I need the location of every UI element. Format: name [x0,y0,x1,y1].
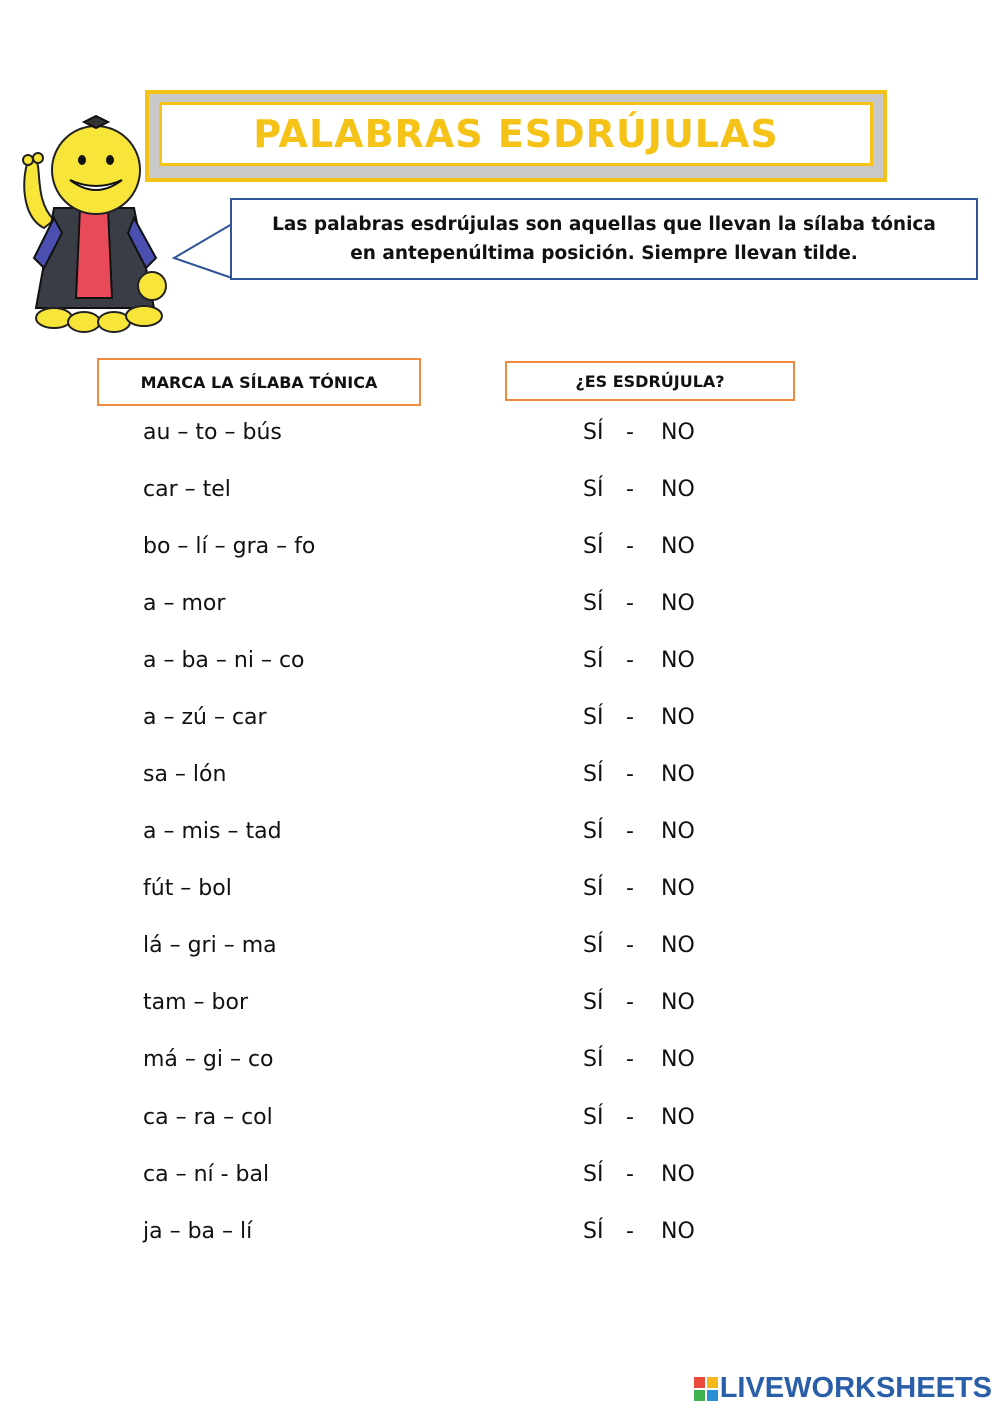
word-syllables[interactable]: ca – ní - bal [143,1162,270,1187]
answer-yes[interactable]: SÍ [583,990,604,1015]
exercise-row [0,1212,1000,1252]
answer-no[interactable]: NO [661,1219,695,1244]
exercise-row [0,641,1000,681]
answer-no[interactable]: NO [661,477,695,502]
word-syllables[interactable]: fút – bol [143,876,232,901]
answer-separator: - [626,1047,634,1072]
answer-yes[interactable]: SÍ [583,933,604,958]
answer-no[interactable]: NO [661,648,695,673]
word-syllables[interactable]: a – ba – ni – co [143,648,305,673]
answer-no[interactable]: NO [661,762,695,787]
answer-yes[interactable]: SÍ [583,420,604,445]
exercise-row [0,1155,1000,1195]
answer-separator: - [626,591,634,616]
answer-yes[interactable]: SÍ [583,876,604,901]
answer-yes[interactable]: SÍ [583,534,604,559]
answer-no[interactable]: NO [661,1047,695,1072]
title-inner [159,102,873,166]
answer-separator: - [626,420,634,445]
exercise-row [0,584,1000,624]
answer-no[interactable]: NO [661,933,695,958]
answer-yes[interactable]: SÍ [583,1047,604,1072]
exercise-row [0,755,1000,795]
answer-yes[interactable]: SÍ [583,648,604,673]
answer-separator: - [626,534,634,559]
answer-no[interactable]: NO [661,591,695,616]
answer-separator: - [626,477,634,502]
word-syllables[interactable]: ja – ba – lí [143,1219,253,1244]
answer-yes[interactable]: SÍ [583,762,604,787]
definition-line-1: Las palabras esdrújulas son aquellas que llevan la sílaba tónica [272,214,936,235]
exercise-row [0,869,1000,909]
answer-separator: - [626,1219,634,1244]
exercise-row [0,1040,1000,1080]
exercise-row [0,926,1000,966]
word-syllables[interactable]: sa – lón [143,762,227,787]
definition-line-2: en antepenúltima posición. Siempre llevan tilde. [350,243,858,264]
exercise-row [0,527,1000,567]
answer-separator: - [626,705,634,730]
answer-separator: - [626,648,634,673]
answer-separator: - [626,819,634,844]
answer-no[interactable]: NO [661,1105,695,1130]
answer-no[interactable]: NO [661,990,695,1015]
answer-no[interactable]: NO [661,1162,695,1187]
answer-no[interactable]: NO [661,534,695,559]
page-title: PALABRAS ESDRÚJULAS [253,112,779,156]
word-syllables[interactable]: car – tel [143,477,231,502]
answer-yes[interactable]: SÍ [583,1219,604,1244]
word-syllables[interactable]: lá – gri – ma [143,933,277,958]
footer-brand [694,1372,992,1405]
word-syllables[interactable]: au – to – bús [143,420,282,445]
answer-separator: - [626,990,634,1015]
answer-yes[interactable]: SÍ [583,591,604,616]
exercise-row [0,698,1000,738]
answer-yes[interactable]: SÍ [583,1162,604,1187]
exercise-row [0,983,1000,1023]
answer-separator: - [626,933,634,958]
exercise-row [0,1098,1000,1138]
answer-separator: - [626,1105,634,1130]
title-frame [145,90,887,182]
definition-bubble [230,198,978,280]
word-syllables[interactable]: a – mor [143,591,226,616]
header-is-esdrujula-label: ¿ES ESDRÚJULA? [575,371,725,391]
exercise-row [0,470,1000,510]
answer-separator: - [626,1162,634,1187]
exercise-row [0,812,1000,852]
answer-yes[interactable]: SÍ [583,477,604,502]
answer-no[interactable]: NO [661,876,695,901]
word-syllables[interactable]: ca – ra – col [143,1105,273,1130]
answer-no[interactable]: NO [661,420,695,445]
word-syllables[interactable]: tam – bor [143,990,248,1015]
word-syllables[interactable]: a – mis – tad [143,819,282,844]
speech-bubble-tail [172,222,234,282]
answer-yes[interactable]: SÍ [583,819,604,844]
brand-name: LIVEWORKSHEETS [719,1372,992,1404]
answer-no[interactable]: NO [661,705,695,730]
word-syllables[interactable]: a – zú – car [143,705,267,730]
header-mark-syllable-label: MARCA LA SÍLABA TÓNICA [140,372,378,392]
answer-separator: - [626,876,634,901]
liveworksheets-logo-icon [694,1377,718,1401]
header-mark-syllable [97,358,421,406]
answer-separator: - [626,762,634,787]
word-syllables[interactable]: má – gi – co [143,1047,274,1072]
header-is-esdrujula [505,361,795,401]
exercise-row [0,413,1000,453]
answer-yes[interactable]: SÍ [583,1105,604,1130]
answer-no[interactable]: NO [661,819,695,844]
answer-yes[interactable]: SÍ [583,705,604,730]
word-syllables[interactable]: bo – lí – gra – fo [143,534,316,559]
